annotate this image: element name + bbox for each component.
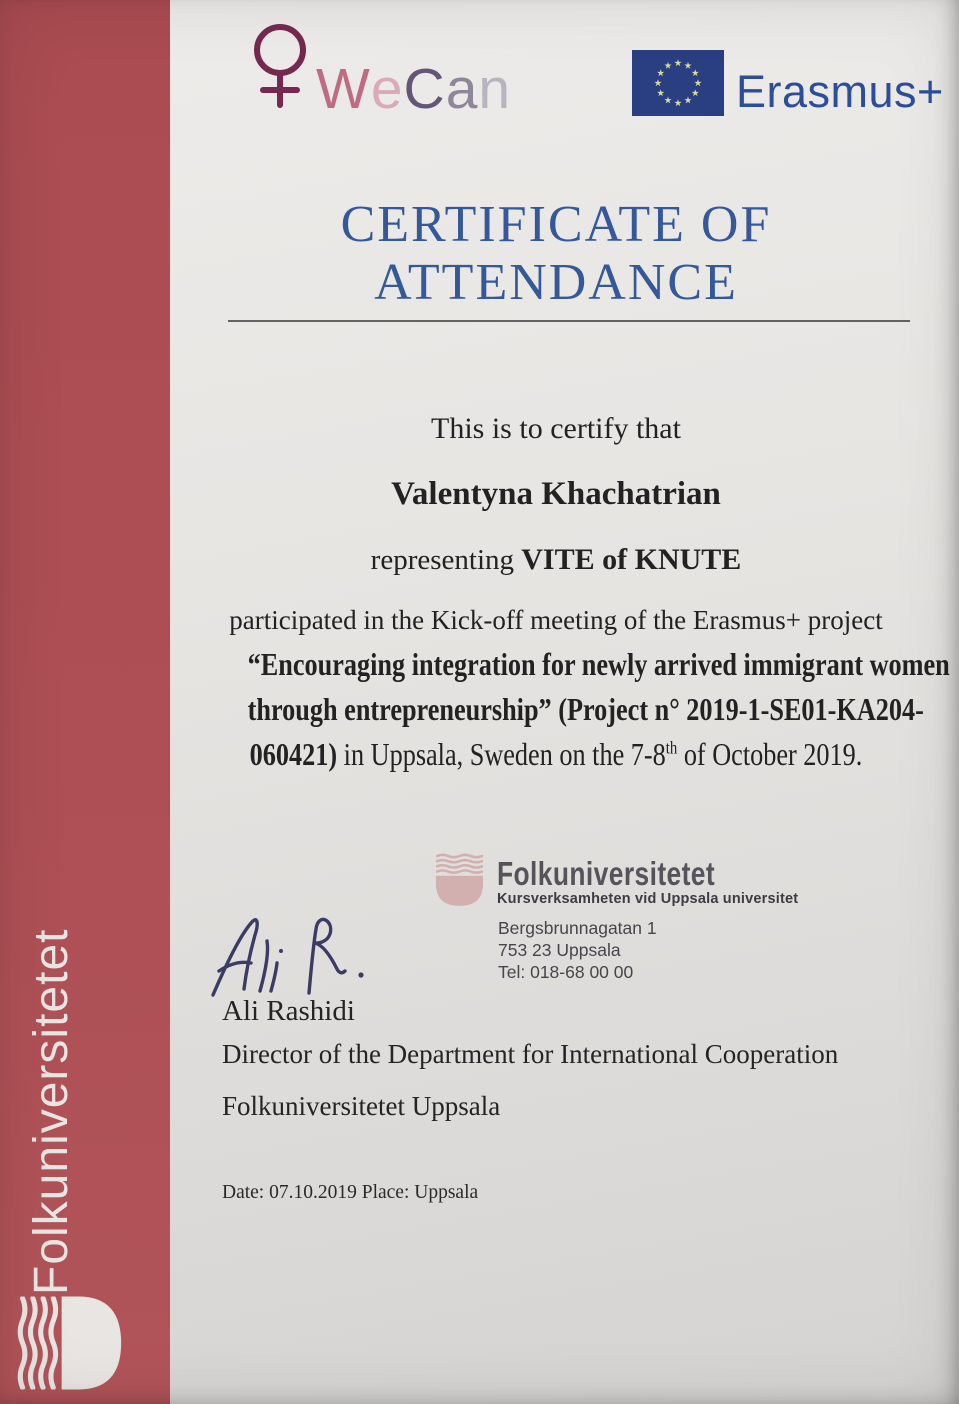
date-place-line: Date: 07.10.2019 Place: Uppsala: [222, 1182, 479, 1203]
representing-org: VITE of KNUTE: [521, 543, 742, 576]
location-text: in Uppsala, Sweden on the 7-8: [337, 736, 666, 772]
project-number-end: 060421): [249, 736, 338, 772]
folkuniversitetet-vertical-text: Folkuniversitetet: [25, 928, 78, 1295]
wecan-letter: n: [478, 57, 512, 121]
wecan-letter: W: [316, 57, 371, 121]
venus-symbol-icon: [252, 24, 308, 108]
recipient-name: Valentyna Khachatrian: [391, 476, 721, 512]
date-text: of October 2019.: [677, 736, 863, 772]
project-title-line-3: [248, 736, 865, 773]
stamp-address-line2: 753 23 Uppsala: [498, 940, 621, 960]
project-title-line-1: “Encouraging integration for newly arrived immigrant women: [247, 646, 950, 682]
signer-org: Folkuniversitetet Uppsala: [222, 1091, 501, 1121]
wecan-wordmark: [316, 56, 511, 122]
folkuniversitetet-shield-icon: [17, 1295, 123, 1391]
stamp-address-line1: Bergsbrunnagatan 1: [498, 918, 657, 938]
wecan-letter: e: [370, 57, 404, 121]
title-line-2: ATTENDANCE: [374, 254, 738, 311]
ordinal-suffix: th: [665, 737, 678, 758]
representing-line: [180, 543, 932, 577]
wecan-letter: C: [403, 57, 446, 121]
stamp-subtitle: Kursverksamheten vid Uppsala universitet: [497, 891, 799, 907]
signer-name: Ali Rashidi: [222, 995, 355, 1027]
representing-prefix: representing: [370, 544, 522, 576]
title-divider: [228, 320, 910, 322]
participated-line: participated in the Kick-off meeting of the Erasmus+ project: [229, 605, 883, 635]
project-title-line-2: through entrepreneurship” (Project n° 2019-1-SE01-KA204-: [247, 691, 924, 727]
certify-line: This is to certify that: [431, 412, 681, 445]
wecan-letter: a: [445, 57, 479, 121]
erasmus-wordmark: Erasmus+: [736, 66, 944, 117]
stamp-phone: Tel: 018-68 00 00: [498, 962, 634, 982]
sidebar-band: [0, 0, 170, 1404]
signer-title: Director of the Department for International Cooperation: [222, 1039, 839, 1069]
stamp-org-name: Folkuniversitetet: [497, 855, 716, 892]
certificate-title: [180, 196, 932, 312]
stamp-shield-icon: [436, 853, 483, 907]
eu-flag-icon: [632, 50, 724, 116]
title-line-1: CERTIFICATE OF: [340, 196, 772, 253]
